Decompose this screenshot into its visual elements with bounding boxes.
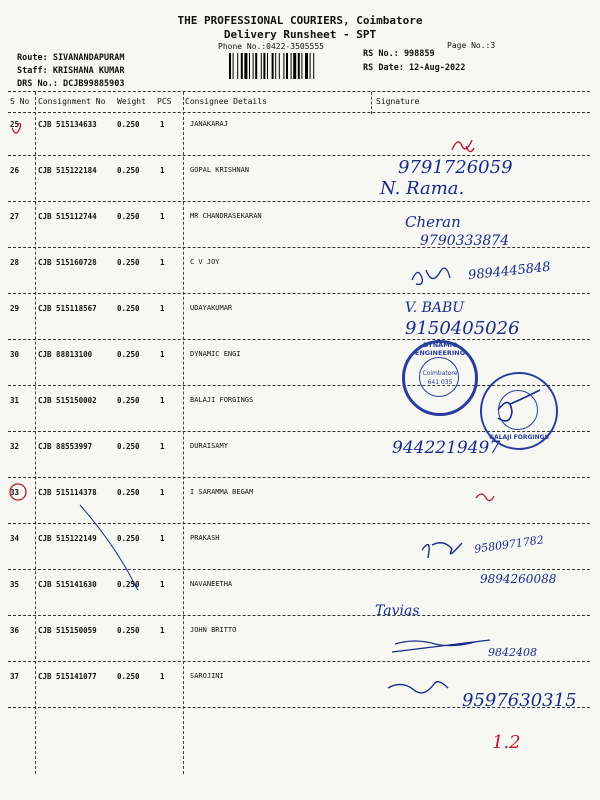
handwritten-phone: 9894260088 [480, 572, 557, 586]
row-pcs: 1 [160, 488, 165, 497]
red-circle-mark [10, 484, 26, 500]
row-consignee: DYNAMIC ENGI [190, 350, 241, 358]
signature-scribble [392, 640, 490, 652]
row-consignee: I SARAMMA BEGAM [190, 488, 254, 496]
handwritten-name: Cheran [405, 213, 461, 231]
row-consignment: CJB 515141077 [38, 672, 97, 681]
red-initials [452, 140, 474, 152]
row-consignment: CJB 515114378 [38, 488, 97, 497]
stamp-ring-text: GALAJI FORGINGS [489, 434, 549, 441]
row-weight: 0.250 [117, 396, 140, 405]
signature-scribble [388, 682, 448, 693]
row-consignment: CJB 515150002 [38, 396, 97, 405]
signature-scribble [412, 268, 450, 284]
stamp-city: Coimbatore [422, 370, 458, 377]
row-pcs: 1 [160, 626, 165, 635]
row-consignee: C V JOY [190, 258, 220, 266]
row-weight: 0.250 [117, 626, 140, 635]
handwritten-name: Tavias [375, 603, 420, 619]
row-pcs: 1 [160, 350, 165, 359]
staff-label: Staff: KRISHANA KUMAR [17, 66, 125, 76]
stamp-pin: 641 035 [427, 379, 453, 386]
row-consignee: SAROJINI [190, 672, 224, 680]
row-sno: 30 [10, 350, 20, 359]
row-pcs: 1 [160, 120, 165, 129]
row-weight: 0.250 [117, 258, 140, 267]
red-check-mark [12, 124, 21, 134]
column-header-pcs: PCS [157, 97, 172, 106]
stamp-ring-text: DYNAMIC ENGINEERING [414, 341, 466, 357]
page-number: Page No.:3 [447, 41, 496, 50]
red-initials [476, 494, 494, 501]
row-sno: 37 [10, 672, 20, 681]
row-sno: 31 [10, 396, 20, 405]
row-pcs: 1 [160, 304, 165, 313]
handwritten-mark: 1.2 [492, 732, 521, 753]
row-pcs: 1 [160, 166, 165, 175]
row-weight: 0.250 [117, 212, 140, 221]
phone-number: Phone No.:0422-3505555 [218, 42, 324, 51]
row-sno: 36 [10, 626, 20, 635]
column-header-consignee: Consignee Details [185, 97, 267, 106]
column-header-consignment: Consignment No [38, 97, 106, 106]
row-consignee: JOHN BRITTO [190, 626, 237, 634]
row-consignment: CJB 515134633 [38, 120, 97, 129]
row-weight: 0.250 [117, 672, 140, 681]
row-pcs: 1 [160, 442, 165, 451]
row-weight: 0.250 [117, 580, 140, 589]
row-weight: 0.250 [117, 304, 140, 313]
row-pcs: 1 [160, 672, 165, 681]
handwritten-phone: 9791726059 [398, 157, 513, 178]
runsheet-title: Delivery Runsheet - SPT [223, 28, 377, 41]
handwritten-name: V. BABU [405, 300, 465, 316]
row-consignee: MR CHANDRASEKARAN [190, 212, 262, 220]
pen-stroke [80, 505, 138, 590]
handwritten-phone: 9580971782 [473, 533, 545, 556]
row-consignee: JANAKARAJ [190, 120, 228, 128]
column-header-weight: Weight [117, 97, 146, 106]
company-stamp-balaji [480, 372, 558, 450]
rs-number: RS No.: 998859 [363, 49, 435, 59]
row-sno: 33 [10, 488, 20, 497]
row-consignee: NAVANEETHA [190, 580, 233, 588]
handwritten-phone: 9894445848 [467, 259, 552, 284]
row-consignee: BALAJI FORGINGS [190, 396, 254, 404]
row-pcs: 1 [160, 580, 165, 589]
row-consignee: PRAKASH [190, 534, 220, 542]
row-sno: 35 [10, 580, 20, 589]
row-sno: 25 [10, 120, 20, 129]
row-pcs: 1 [160, 396, 165, 405]
row-weight: 0.250 [117, 534, 140, 543]
row-consignment: CJB 88813100 [38, 350, 93, 359]
row-pcs: 1 [160, 212, 165, 221]
row-consignee: UDAYAKUMAR [190, 304, 233, 312]
row-weight: 0.250 [117, 166, 140, 175]
row-sno: 32 [10, 442, 20, 451]
handwritten-phone: 9842408 [488, 646, 537, 659]
row-sno: 26 [10, 166, 20, 175]
handwritten-phone: 9790333874 [420, 233, 510, 249]
row-consignment: CJB 515118567 [38, 304, 97, 313]
column-header-signature: Signature [376, 97, 420, 106]
company-name: THE PROFESSIONAL COURIERS, Coimbatore [177, 14, 423, 27]
row-weight: 0.250 [117, 488, 140, 497]
row-sno: 28 [10, 258, 20, 267]
row-weight: 0.250 [117, 120, 140, 129]
row-consignment: CJB 515122184 [38, 166, 97, 175]
route-label: Route: SIVANANDAPURAM [17, 53, 125, 63]
handwritten-phone: 9597630315 [462, 690, 577, 711]
rs-date: RS Date: 12-Aug-2022 [363, 63, 466, 73]
row-consignee: GOPAL KRISHNAN [190, 166, 250, 174]
row-sno: 34 [10, 534, 20, 543]
row-consignment: CJB 515122149 [38, 534, 97, 543]
row-sno: 29 [10, 304, 20, 313]
row-consignee: DURAISAMY [190, 442, 228, 450]
handwritten-phone: 9150405026 [405, 318, 520, 339]
row-weight: 0.250 [117, 442, 140, 451]
row-consignment: CJB 515112744 [38, 212, 97, 221]
handwritten-name: N. Rama. [380, 178, 465, 199]
row-consignment: CJB 88553997 [38, 442, 93, 451]
row-pcs: 1 [160, 534, 165, 543]
row-consignment: CJB 515160728 [38, 258, 97, 267]
drs-label: DRS No.: DCJB99885903 [17, 79, 125, 89]
row-weight: 0.250 [117, 350, 140, 359]
column-header-sno: S No [10, 97, 30, 106]
row-pcs: 1 [160, 258, 165, 267]
signature-scribble [422, 543, 462, 558]
row-sno: 27 [10, 212, 20, 221]
handwritten-phone: 9442219497 [392, 438, 501, 458]
company-stamp-dynamic [402, 340, 478, 416]
row-consignment: CJB 515150059 [38, 626, 97, 635]
row-consignment: CJB 515141630 [38, 580, 97, 589]
